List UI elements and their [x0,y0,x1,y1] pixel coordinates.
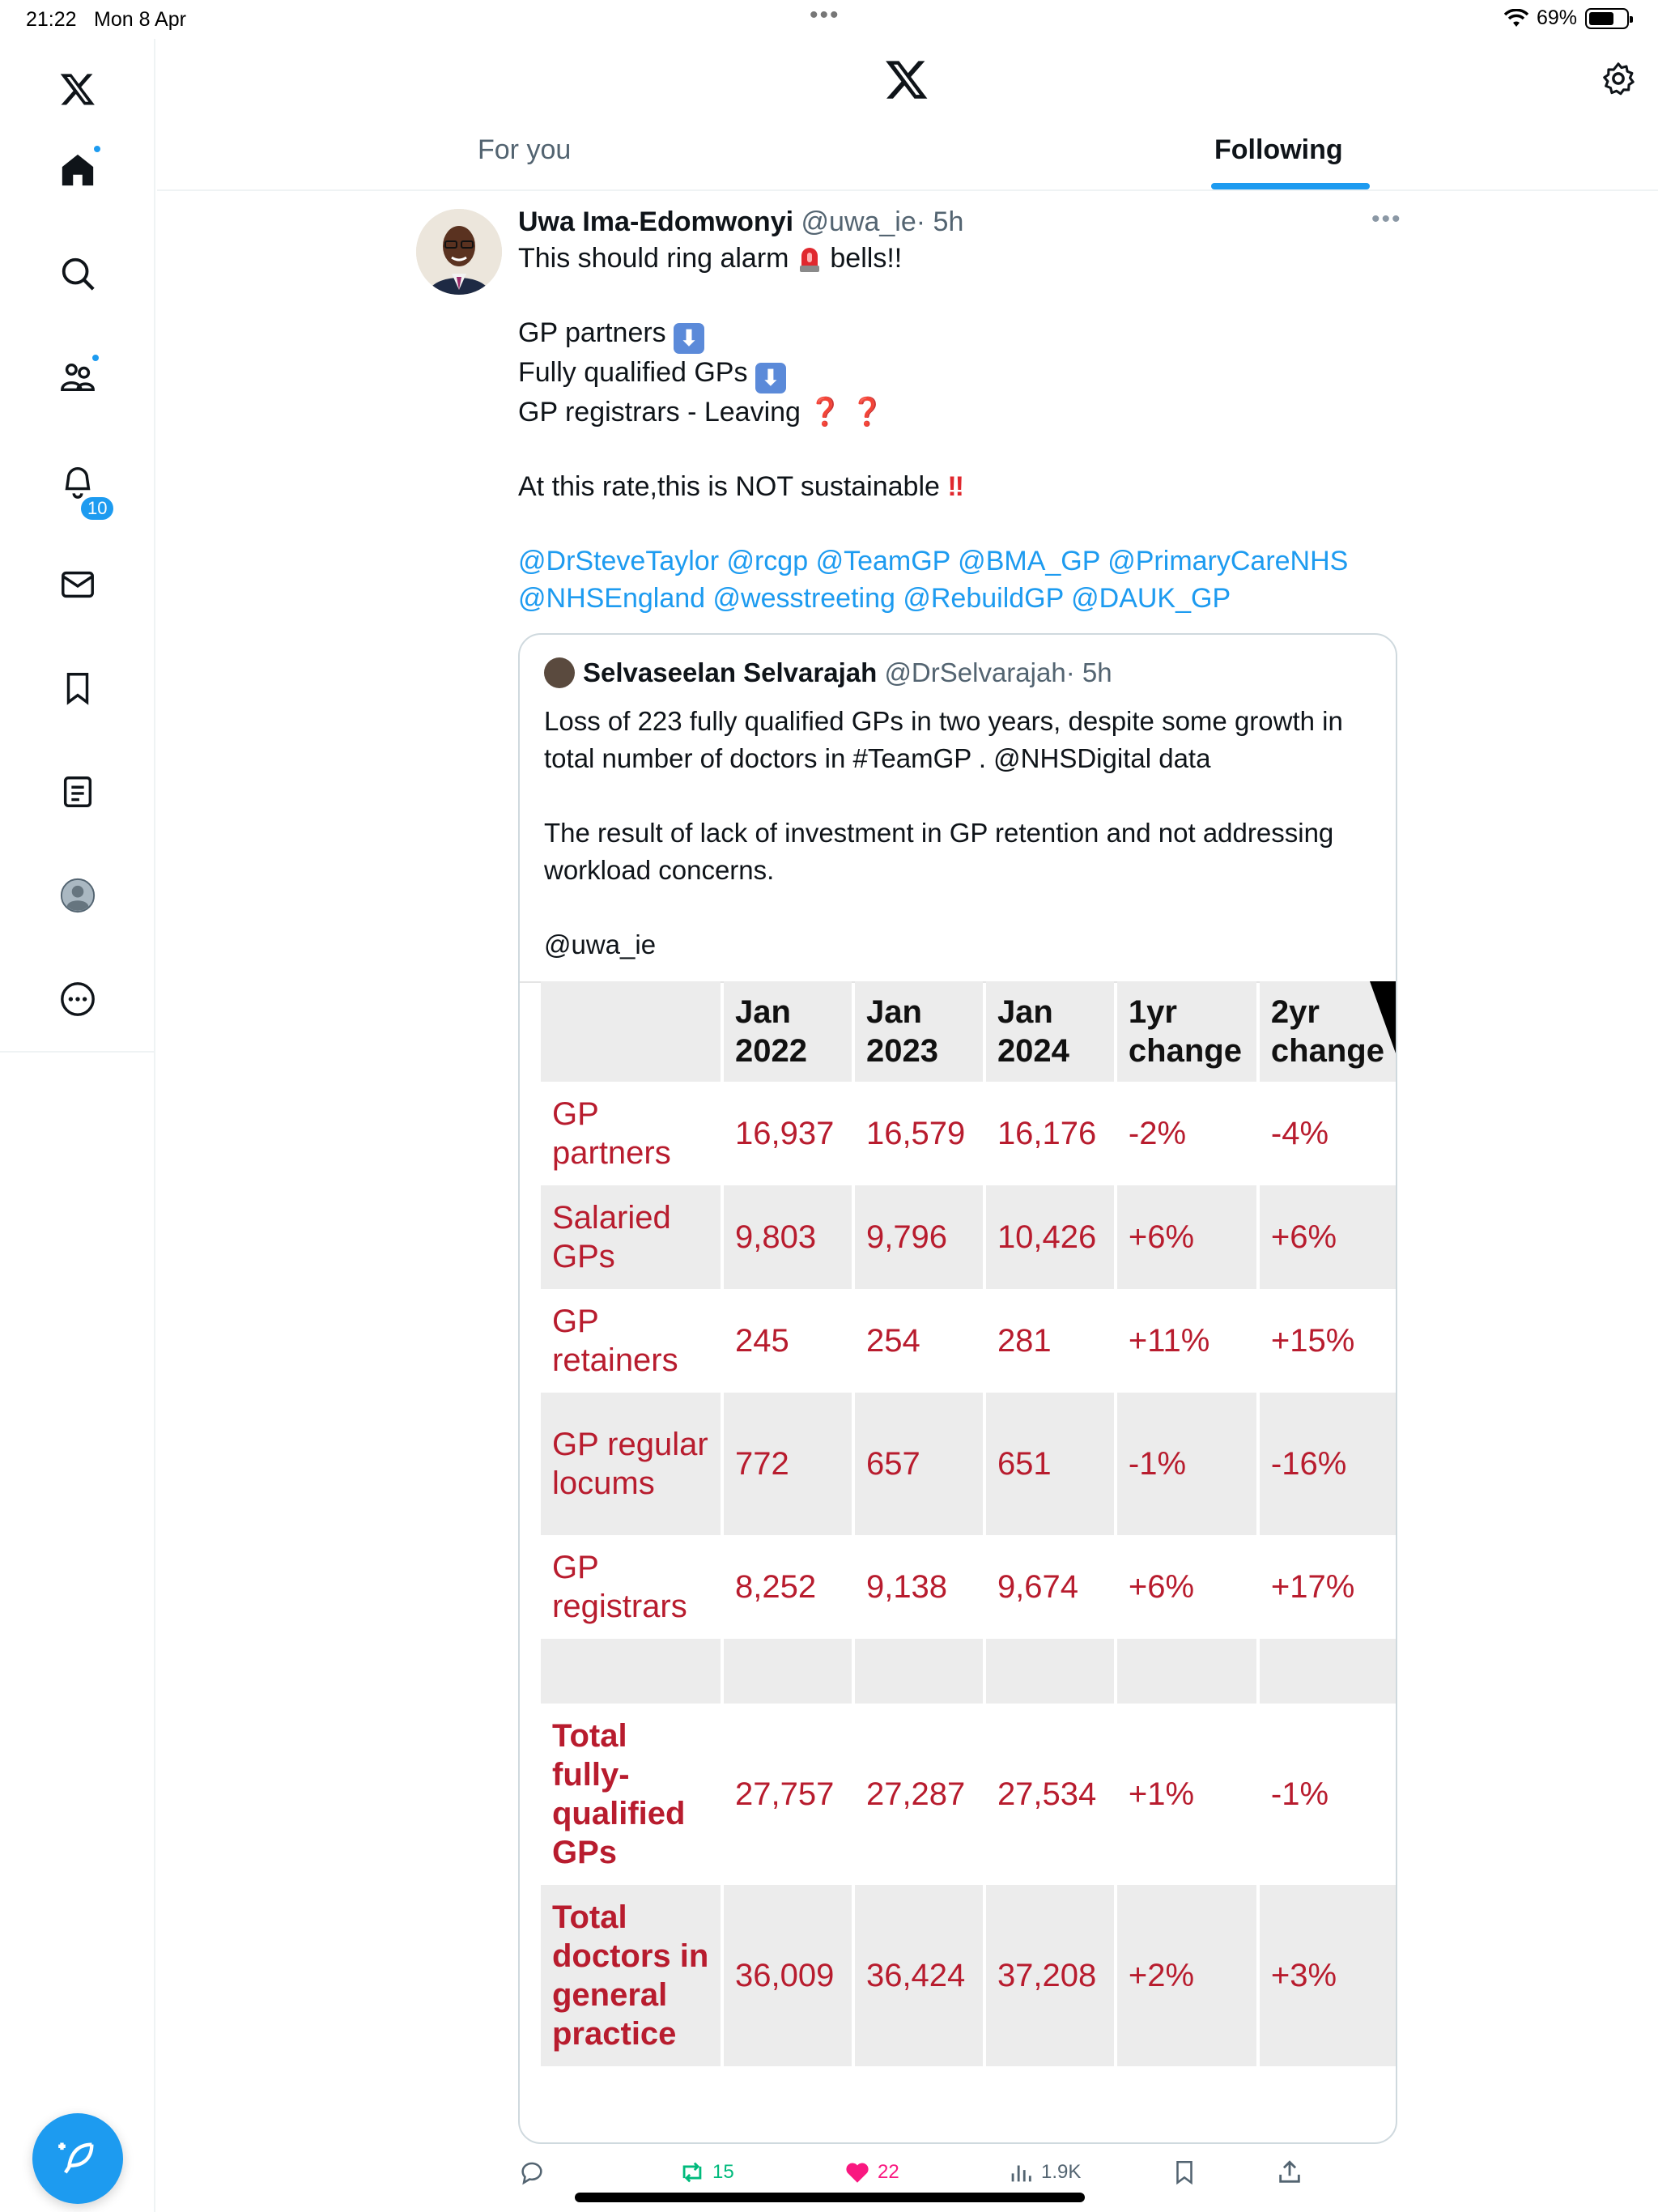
gp-data-table [538,981,1397,2066]
quoted-tweet-card[interactable] [518,633,1397,2144]
quoted-time: · 5h [1065,657,1112,687]
table-cell: 772 [724,1393,852,1535]
tweet-more-icon[interactable]: ••• [1371,206,1402,232]
quoted-author-name: Selvaseelan Selvarajah [583,657,878,687]
sidebar-nav [0,39,155,1053]
more-icon [59,981,96,1018]
status-bar [0,0,1658,39]
table-row [541,1289,1396,1393]
row-label: GP retainers [552,1304,678,1378]
tweet-line [518,393,1409,431]
table-cell: 9,803 [724,1185,852,1289]
quoted-paragraph: Loss of 223 fully qualified GPs in two years, despite some growth in total number of doctors in #TeamGP . @NHSDigital data [544,706,1343,773]
table-header-cell: 2yr change [1260,981,1396,1082]
row-label: GP regular locums [541,1393,721,1535]
table-header-cell: 1yr change [1117,981,1256,1082]
table-cell: -1% [1270,1776,1329,1812]
home-unread-dot [92,144,102,154]
views-chart-icon [1007,2159,1035,2186]
table-cell: +15% [1270,1323,1355,1359]
table-cell: -2% [1128,1116,1187,1151]
table-corner-cell [541,981,721,1082]
down-arrow-emoji-icon: ⬇ [674,323,704,354]
row-label: GP registrars [552,1550,687,1624]
communities-icon [59,359,96,396]
quoted-tweet-text [544,703,1370,963]
status-right [1504,6,1629,30]
table-cell: 27,534 [997,1776,1097,1812]
table-row [541,1885,1396,2066]
quoted-author-avatar [544,657,575,688]
tweet-text: bells!! [830,243,903,274]
table-corner-mark [1370,981,1397,1062]
table-cell: -1% [1117,1393,1256,1535]
table-row [541,1082,1396,1185]
table-cell: 9,138 [865,1569,948,1605]
sidebar-item-bookmarks[interactable] [45,656,110,721]
table-cell: 16,176 [997,1116,1097,1151]
author-name[interactable]: Uwa Ima-Edomwonyi [518,206,794,237]
table-cell: 27,757 [734,1776,835,1812]
table-cell: 27,287 [865,1776,966,1812]
table-header-cell: Jan 2022 [724,981,852,1082]
like-count: 22 [878,2161,899,2183]
table-cell: +11% [1128,1323,1210,1359]
bookmark-icon [59,670,96,707]
table-cell: 8,252 [734,1569,817,1605]
tweet[interactable] [518,204,1409,617]
bell-icon [59,462,96,500]
table-cell: -16% [1260,1393,1396,1535]
repost-count: 15 [712,2161,734,2183]
battery-percent: 69% [1536,6,1577,29]
tab-for-you[interactable]: For you [478,134,572,165]
table-cell: 657 [855,1393,983,1535]
quoted-paragraph: @uwa_ie [544,929,657,959]
tweet-actions [518,2159,1409,2194]
view-count: 1.9K [1041,2161,1082,2183]
search-icon [59,255,96,292]
bookmark-icon [1171,2159,1198,2186]
row-label: Total doctors in general practice [541,1885,721,2066]
down-arrow-emoji-icon: ⬇ [755,363,786,393]
share-button[interactable] [1276,2159,1303,2186]
table-cell: 651 [986,1393,1114,1535]
table-cell: 254 [865,1323,920,1359]
compose-feather-icon [57,2138,99,2180]
table-header-cell: Jan 2023 [855,981,983,1082]
reply-icon [518,2159,546,2186]
tweet-mentions[interactable]: @DrSteveTaylor @rcgp @TeamGP @BMA_GP @PrimaryCareNHS [518,546,1349,576]
sidebar-item-explore[interactable] [45,241,110,306]
tweet-text: This should ring alarm [518,243,789,274]
table-row [541,1535,1396,1639]
communities-dot [91,353,100,363]
table-cell: +6% [1260,1185,1396,1289]
siren-emoji-icon [797,241,823,274]
lists-icon [59,773,96,810]
battery-icon [1585,8,1629,29]
table-cell: 281 [997,1323,1052,1359]
table-header-cell: Jan 2024 [986,981,1114,1082]
status-time: 21:22 [26,8,77,31]
table-cell: 37,208 [986,1885,1114,2066]
quoted-author-handle: @DrSelvarajah [884,657,1066,687]
sidebar-item-communities[interactable] [45,345,110,410]
author-handle[interactable]: @uwa_ie [801,206,916,237]
share-icon [1276,2159,1303,2186]
tab-following[interactable]: Following [1214,134,1343,165]
table-cell: 10,426 [986,1185,1114,1289]
table-cell: +17% [1270,1569,1355,1605]
repost-button[interactable] [678,2159,734,2186]
multitasking-dots-icon[interactable]: ••• [810,2,840,28]
double-exclamation-emoji-icon: ‼ [947,471,964,502]
repost-icon [678,2159,706,2186]
table-row [541,1704,1396,1885]
bookmark-button[interactable] [1171,2159,1198,2186]
table-row [541,1393,1396,1535]
timeline-header [157,39,1658,191]
table-spacer-row [541,1639,1396,1704]
sidebar-item-messages[interactable] [45,552,110,617]
like-button[interactable] [844,2159,899,2186]
compose-post-button[interactable] [32,2113,123,2204]
wifi-icon [1504,9,1528,28]
tweet-line [518,240,1409,277]
sidebar-item-home[interactable] [45,138,110,202]
table-cell: 36,009 [724,1885,852,2066]
table-cell: +3% [1260,1885,1396,2066]
quoted-tweet-header [544,657,1112,688]
table-cell: 9,674 [997,1569,1079,1605]
sidebar-item-more[interactable] [45,967,110,1032]
active-tab-indicator [1211,183,1370,189]
row-label: Total fully-qualified GPs [552,1718,686,1870]
x-logo-icon[interactable] [884,57,929,102]
profile-icon [59,877,96,914]
tweet-text: Fully qualified GPs [518,357,748,388]
table-cell: +1% [1128,1776,1195,1812]
table-cell: +6% [1117,1185,1256,1289]
tweet-line [518,314,1409,354]
table-cell: 36,424 [855,1885,983,2066]
notifications-badge: 10 [79,496,115,521]
tweet-mentions[interactable]: @NHSEngland @wesstreeting @RebuildGP @DAUK_GP [518,583,1231,614]
sidebar-item-lists[interactable] [45,759,110,824]
reply-button[interactable] [518,2159,546,2186]
author-avatar[interactable] [416,209,502,295]
tweet-line [518,354,1409,393]
table-row [541,1185,1396,1289]
tweet-line [518,468,1409,505]
quoted-paragraph: The result of lack of investment in GP retention and not addressing workload concerns. [544,818,1334,885]
tweet-text: GP registrars - Leaving [518,397,801,428]
heart-icon [844,2159,871,2186]
table-cell: 9,796 [855,1185,983,1289]
mail-icon [59,566,96,603]
table-cell: 16,579 [865,1116,966,1151]
question-mark-emoji-icon: ❓ ❓ [808,397,885,428]
views-button[interactable] [1007,2159,1081,2186]
table-cell: -4% [1270,1116,1329,1151]
table-header-row [541,981,1396,1082]
table-cell: +6% [1128,1569,1195,1605]
sidebar [0,39,155,2212]
row-label: Salaried GPs [541,1185,721,1289]
home-icon [59,151,96,189]
tweet-text: GP partners [518,317,666,348]
sidebar-item-profile[interactable] [45,863,110,928]
tweet-text: At this rate,this is NOT sustainable [518,471,940,502]
table-image[interactable] [520,981,1397,2144]
x-logo-icon[interactable] [45,57,110,121]
tweet-header [518,204,1409,240]
home-indicator[interactable] [575,2193,1085,2202]
table-cell: +2% [1117,1885,1256,2066]
gear-icon[interactable] [1600,60,1637,97]
status-date: Mon 8 Apr [94,8,186,31]
table-cell: 245 [734,1323,789,1359]
row-label: GP partners [552,1096,671,1171]
table-cell: 16,937 [734,1116,835,1151]
tweet-time[interactable]: · 5h [916,206,964,237]
